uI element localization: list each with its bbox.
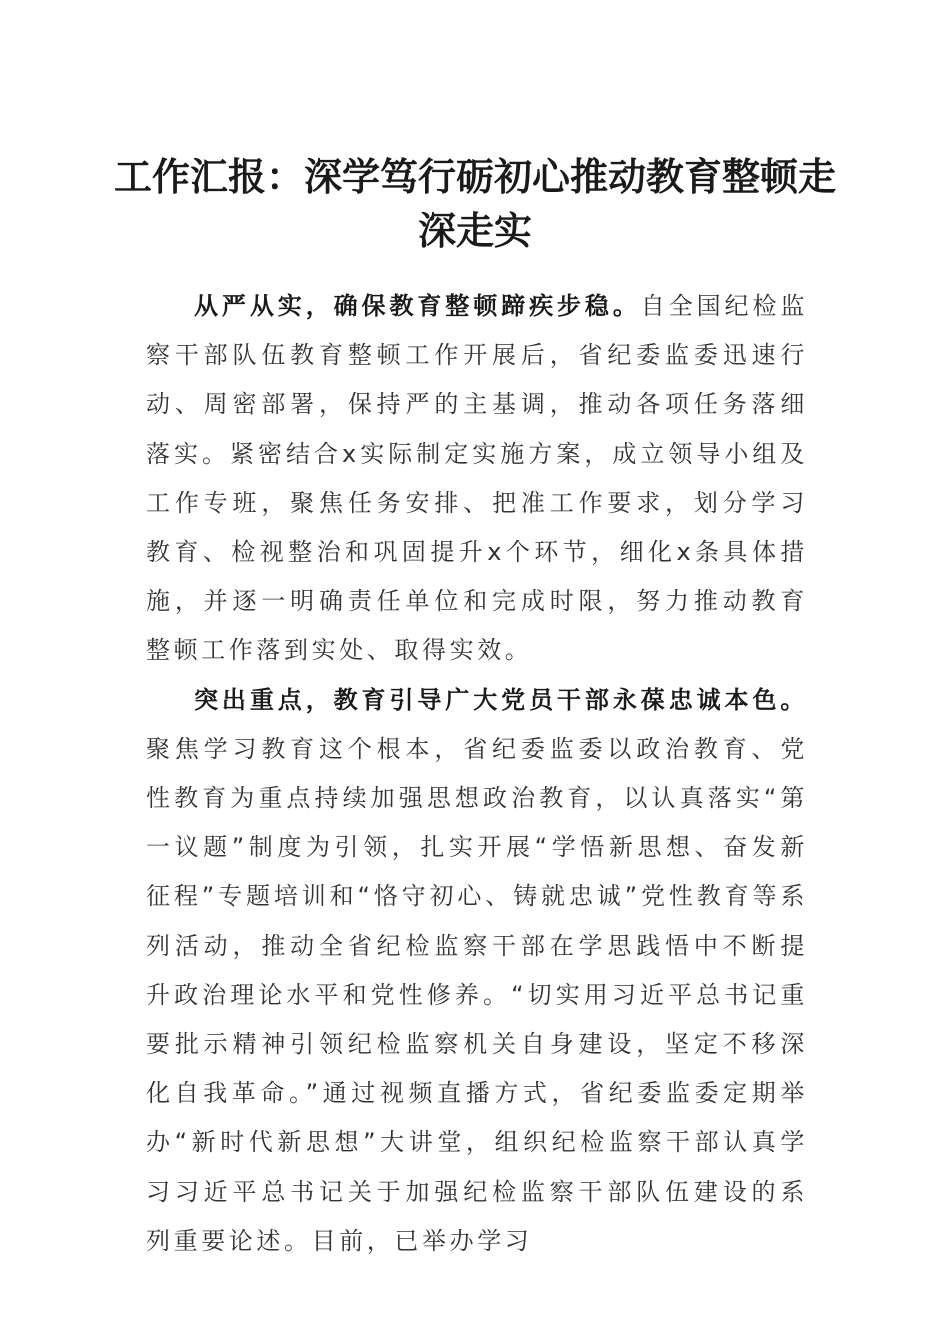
paragraph-1 (146, 282, 808, 676)
paragraph-2-text: 聚焦学习教育这个根本，省纪委监委以政治教育、党性教育为重点持续加强思想政治教育，以认真落实“第一议题”制度为引领，扎实开展“学悟新思想、奋发新征程”专题培训和“恪守初心、铸就忠诚”党性教育等系列活动，推动全省纪检监察干部在学思践悟中不断提升政治理论水平和党性修养。“切实用习近平总书记重要批示精神引领纪检监察机关自身建设，坚定不移深化自我革命。”通过视频直播方式，省纪委监委定期举办“新时代新思想”大讲堂，组织纪检监察干部认真学习习近平总书记关于加强纪检监察干部队伍建设的系列重要论述。目前，已举办学习 (146, 734, 808, 1255)
paragraph-2 (146, 676, 808, 1266)
paragraph-1-lead: 从严从实，确保教育整顿蹄疾步稳。 (194, 292, 641, 320)
paragraph-1-text: 自全国纪检监察干部队伍教育整顿工作开展后，省纪委监委迅速行动、周密部署，保持严的主基调，推动各项任务落细落实。紧密结合x实际制定实施方案，成立领导小组及工作专班，聚焦任务安排、把准工作要求，划分学习教育、检视整治和巩固提升x个环节，细化x条具体措施，并逐一明确责任单位和完成时限，努力推动教育整顿工作落到实处、取得实效。 (146, 292, 808, 665)
document-title: 工作汇报：深学笃行砺初心推动教育整顿走深走实 (113, 154, 836, 253)
paragraph-2-lead: 突出重点，教育引导广大党员干部永葆忠诚本色。 (194, 685, 808, 714)
document-body (146, 282, 808, 1266)
